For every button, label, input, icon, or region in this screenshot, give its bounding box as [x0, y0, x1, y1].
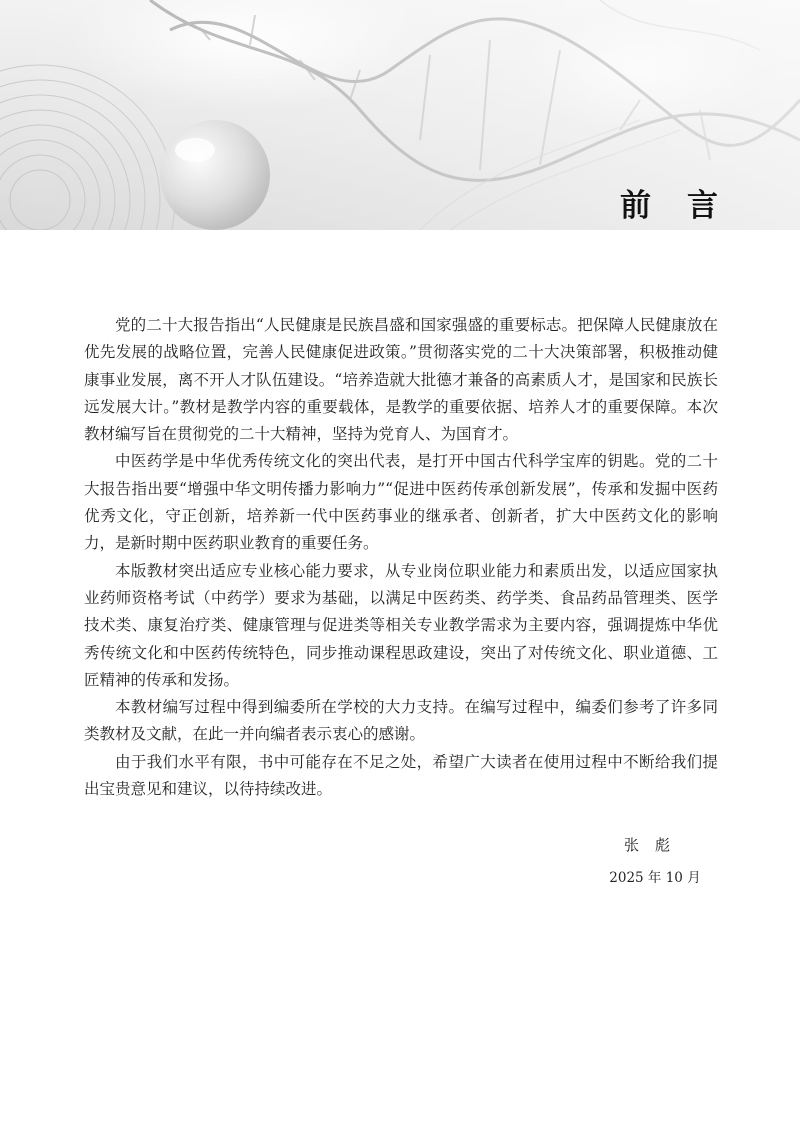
- header-banner: [0, 0, 800, 230]
- paragraph: 党的二十大报告指出“人民健康是民族昌盛和国家强盛的重要标志。把保障人民健康放在优先发展的战略位置，完善人民健康促进政策。”贯彻落实党的二十大决策部署，积极推动健康事业发展，离不开人才队伍建设。“培养造就大批德才兼备的高素质人才，是国家和民族长远发展大计。”教材是教学内容的重要载体，是教学的重要依据、培养人才的重要保障。本次教材编写旨在贯彻党的二十大精神，坚持为党育人、为国育才。: [84, 316, 718, 444]
- paragraph: 本版教材突出适应专业核心能力要求，从专业岗位职业能力和素质出发，以适应国家执业药师资格考试（中药学）要求为基础，以满足中医药类、药学类、食品药品管理类、医学技术类、康复治疗类、健康管理与促进类等相关专业教学需求为主要内容，强调提炼中华优秀传统文化和中医药传统特色，同步推动课程思政建设，突出了对传统文化、职业道德、工匠精神的传承和发扬。: [84, 561, 718, 689]
- paragraph: 本教材编写过程中得到编委所在学校的大力支持。在编写过程中，编委们参考了许多同类教材及文献，在此一并向编者表示衷心的感谢。: [84, 698, 718, 744]
- signature-date: 2025 年 10 月: [609, 870, 701, 886]
- author-name: 张彪: [623, 836, 686, 854]
- page-title: 前言: [620, 188, 754, 224]
- paragraph: 中医药学是中华优秀传统文化的突出代表，是打开中国古代科学宝库的钥匙。党的二十大报告指出要“增强中华文明传播力影响力”“促进中医药传承创新发展”，传承和发掘中医药优秀文化，守正创新，培养新一代中医药事业的继承者、创新者，扩大中医药文化的影响力，是新时期中医药职业教育的重要任务。: [84, 452, 718, 553]
- signature-block: [600, 834, 710, 888]
- preface-body: [84, 312, 718, 803]
- paragraph: 由于我们水平有限，书中可能存在不足之处，希望广大读者在使用过程中不断给我们提出宝贵意见和建议，以待持续改进。: [84, 752, 718, 799]
